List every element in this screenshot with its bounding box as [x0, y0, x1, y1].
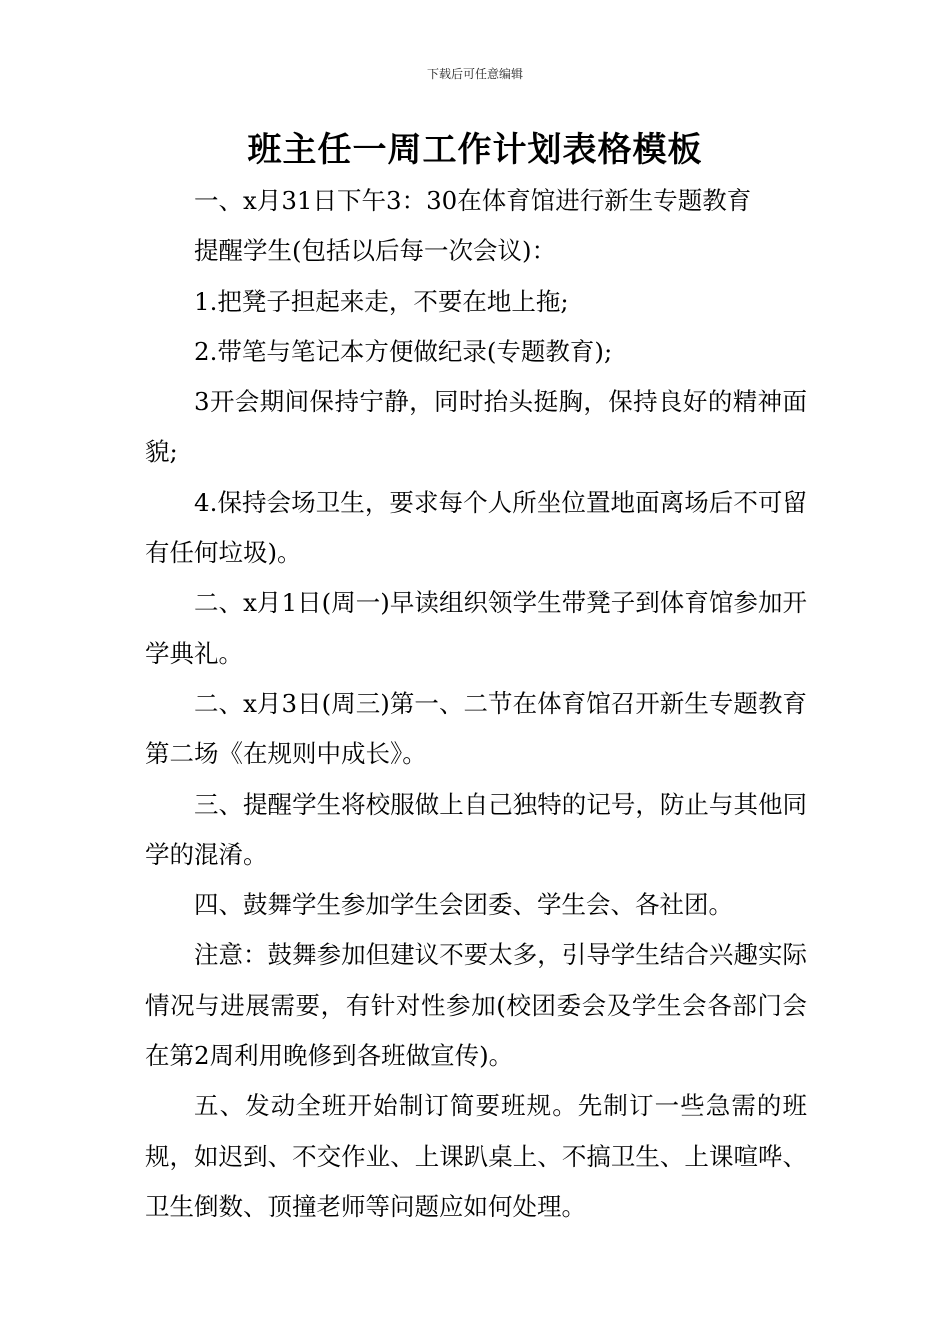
- header-note: 下载后可任意编辑: [426, 67, 523, 81]
- paragraph-9: 三、提醒学生将校服做上自己独特的记号，防止与其他同学的混淆。: [145, 789, 807, 869]
- paragraph-10: 四、鼓舞学生参加学生会团委、学生会、各社团。: [194, 890, 733, 920]
- paragraph-3: 1.把凳子担起来走，不要在地上拖;: [194, 286, 569, 316]
- document-body: [145, 176, 807, 1232]
- paragraph-5: 3开会期间保持宁静，同时抬头挺胸，保持良好的精神面貌;: [145, 387, 807, 467]
- paragraph-6: 4.保持会场卫生，要求每个人所坐位置地面离场后不可留有任何垃圾)。: [145, 487, 807, 568]
- paragraph-1: 一、x月31日下午3：30在体育馆进行新生专题教育: [194, 186, 752, 215]
- paragraph-8: 二、x月3日(周三)第一、二节在体育馆召开新生专题教育第二场《在规则中成长》。: [145, 688, 807, 769]
- paragraph-4: 2.带笔与笔记本方便做纪录(专题教育);: [194, 336, 613, 366]
- paragraph-7: 二、x月1日(周一)早读组织领学生带凳子到体育馆参加开学典礼。: [145, 588, 807, 668]
- paragraph-12: 五、发动全班开始制订简要班规。先制订一些急需的班规，如迟到、不交作业、上课趴桌上、不搞卫生、上课喧哗、卫生倒数、顶撞老师等问题应如何处理。: [145, 1091, 807, 1221]
- document-title: 班主任一周工作计划表格模板: [247, 130, 703, 170]
- paragraph-2: 提醒学生(包括以后每一次会议)：: [194, 236, 557, 266]
- paragraph-11: 注意：鼓舞参加但建议不要太多，引导学生结合兴趣实际情况与进展需要，有针对性参加(校团委会及学生会各部门会在第2周利用晚修到各班做宣传)。: [145, 940, 807, 1071]
